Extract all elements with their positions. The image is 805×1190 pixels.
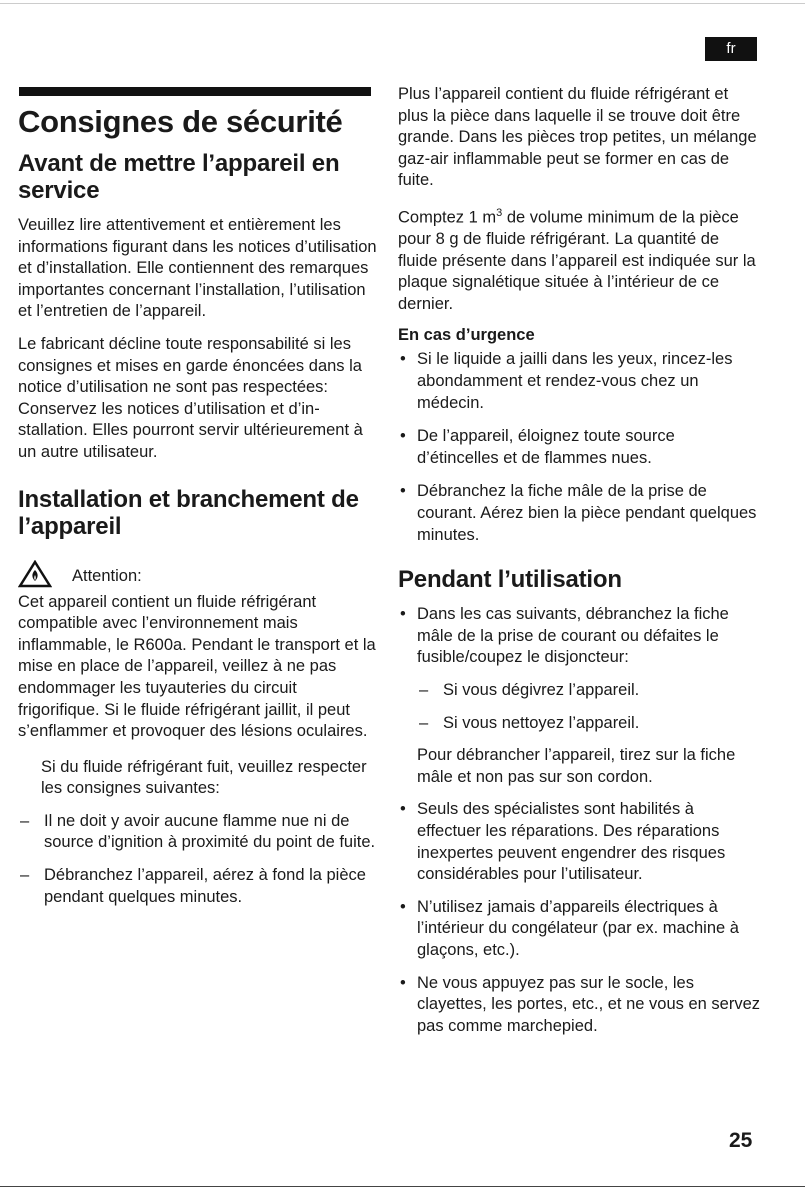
paragraph-room-size: Plus l’appareil contient du fluide réfrigérant et plus la pièce dans laquelle il se trouve doit être grande. Dans les pièces trop petites, un mélange gaz-air inflammable peut se former en cas de fuite. bbox=[398, 85, 757, 190]
subheading-emergency: En cas d’urgence bbox=[398, 326, 535, 345]
unplug-cases-list bbox=[398, 680, 760, 734]
list-item: • Seuls des spécialistes sont habilités à effectuer les réparations. Des réparations inexpertes peuvent engendrer des risques considérables pour l’utilisateur. bbox=[398, 799, 760, 885]
paragraph-leak-instructions: Si du fluide réfrigérant fuit, veuillez respecter les consignes suivantes: bbox=[41, 757, 367, 798]
list-item: • De l’appareil, éloignez toute source d’étincelles et de flammes nues. bbox=[398, 426, 760, 469]
attention-label: Attention: bbox=[72, 566, 142, 585]
page-number: 25 bbox=[729, 1129, 753, 1152]
paragraph-read-notices: Veuillez lire attentivement et entièrement les informations figurant dans les notices d’utilisation et d’installation. Elle contiennent des remarques importantes concernant l’installation, l’utilisation et l’entretien de l’appareil. bbox=[18, 216, 377, 321]
list-item: – Il ne doit y avoir aucune flamme nue ni de source d’ignition à proximité du point de fuite. bbox=[18, 811, 378, 854]
top-rule bbox=[0, 3, 805, 4]
usage-warnings-list bbox=[398, 799, 760, 1037]
volume-text-end: de volume minimum de la pièce pour 8 g de fluide réfrigérant. La quantité de fluide présente dans l’appareil est indiquée sur la plaque signalétique située à l’intérieur de ce dernier. bbox=[398, 208, 756, 313]
list-item: • Débranchez la fiche mâle de la prise de courant. Aérez bien la pièce pendant quelques minutes. bbox=[398, 481, 760, 546]
paragraph-manufacturer-liability: Le fabricant décline toute responsabilité si les consignes et mises en garde énoncées dans la notice d’utilisation ne sont pas respectées: bbox=[18, 334, 362, 397]
right-column bbox=[398, 84, 760, 1037]
page-title: Consignes de sécurité bbox=[18, 104, 343, 139]
paragraph-refrigerant-warning: Cet appareil contient un fluide réfrigérant compatible avec l’environnement mais inflammable, le R600a. Pendant le transport et la mise en place de l’appareil, veillez à ne pas endommager les tuyauteries du circuit frigorifique. Si le fluide réfrigérant jaillit, il peut s’enflammer et provoquer des lésions oculaires. bbox=[18, 592, 376, 741]
volume-superscript: 3 bbox=[496, 206, 503, 219]
warning-triangle-icon bbox=[18, 560, 52, 588]
paragraph-room-volume bbox=[398, 203, 760, 315]
usage-list bbox=[398, 604, 760, 669]
list-item: • Si le liquide a jailli dans les yeux, rincez-les abondamment et rendez-vous chez un médecin. bbox=[398, 349, 760, 414]
list-item: • N’utilisez jamais d’appareils électriques à l’intérieur du congélateur (par ex. machine à glaçons, etc.). bbox=[398, 897, 760, 962]
language-badge: fr bbox=[705, 37, 757, 61]
emergency-list bbox=[398, 349, 760, 546]
section-heading-installation: Installation et branchement de l’appareil bbox=[18, 485, 359, 540]
bottom-rule bbox=[0, 1186, 805, 1187]
left-column bbox=[18, 104, 378, 908]
attention-row bbox=[18, 560, 378, 588]
paragraph-keep-notices: Conservez les notices d’utilisation et d’installation. Elles pourront servir ultérieurement à un autre utilisateur. bbox=[18, 399, 363, 461]
section-bar bbox=[19, 87, 371, 96]
paragraph-unplug-advice: Pour débrancher l’appareil, tirez sur la fiche mâle et non pas sur son cordon. bbox=[417, 746, 736, 786]
volume-text-start: Comptez 1 m bbox=[398, 208, 497, 227]
list-item: • Dans les cas suivants, débranchez la fiche mâle de la prise de courant ou défaites le fusible/coupez le disjoncteur: bbox=[398, 604, 760, 669]
list-item: – Débranchez l’appareil, aérez à fond la pièce pendant quelques minutes. bbox=[18, 865, 378, 908]
section-heading-before-use: Avant de mettre l’appareil en service bbox=[18, 150, 340, 204]
leak-steps-list bbox=[18, 811, 378, 908]
list-item: – Si vous nettoyez l’appareil. bbox=[417, 713, 760, 735]
list-item: – Si vous dégivrez l’appareil. bbox=[417, 680, 760, 702]
section-heading-during-use: Pendant l’utilisation bbox=[398, 566, 622, 594]
list-item: • Ne vous appuyez pas sur le socle, les clayettes, les portes, etc., et ne vous en servez pas comme marchepied. bbox=[398, 973, 760, 1038]
